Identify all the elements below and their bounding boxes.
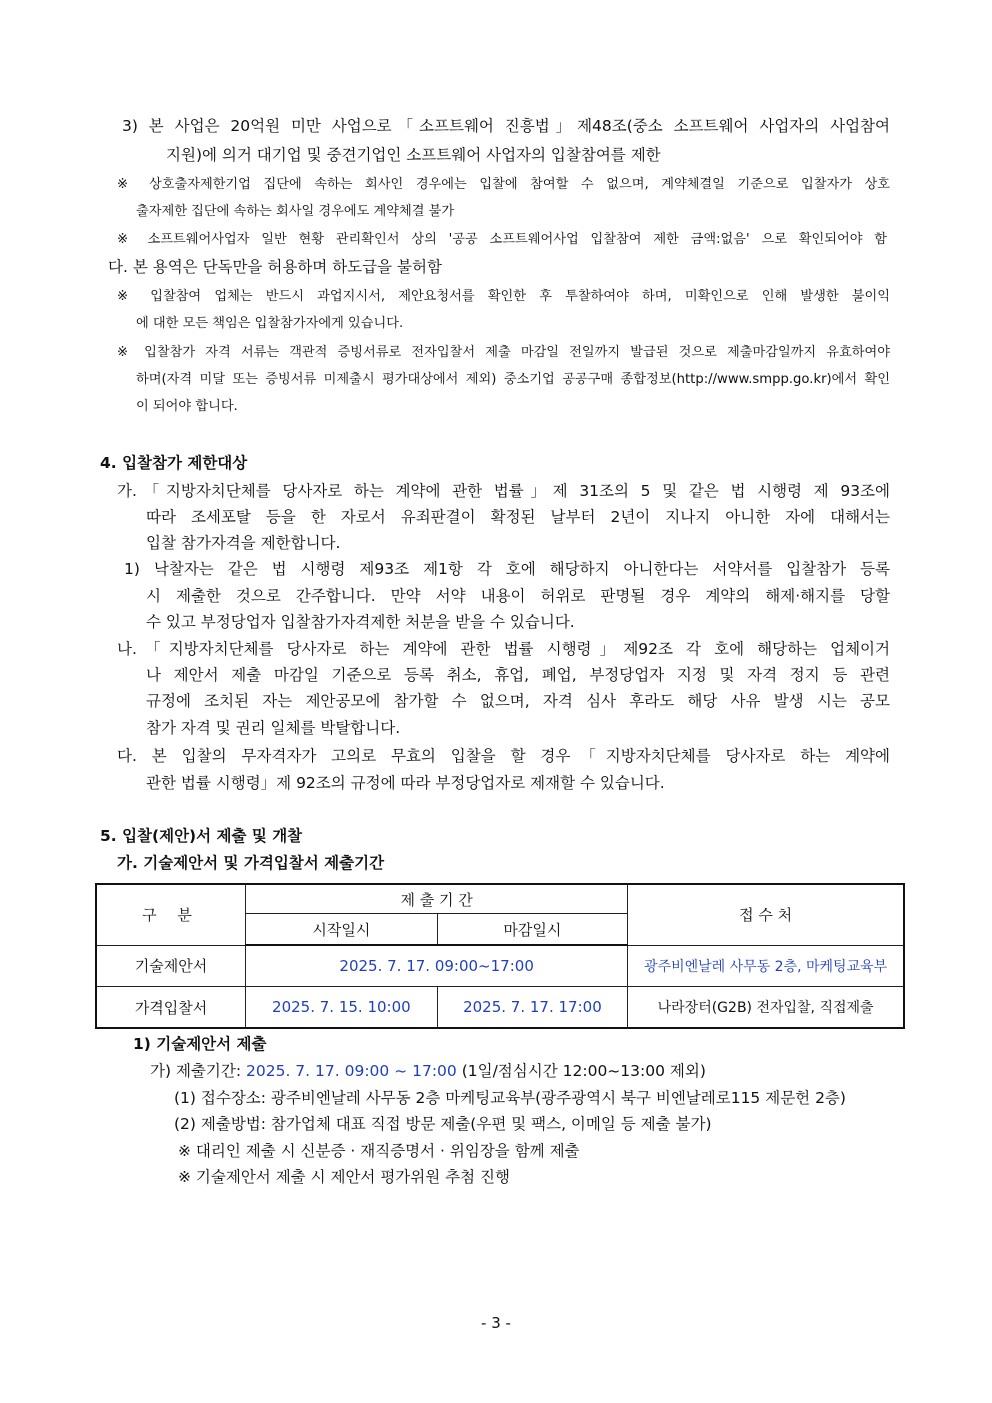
header-end: 마감일시 [437, 914, 628, 946]
row-place-price: 나라장터(G2B) 전자입찰, 직접제출 [628, 987, 904, 1029]
header-start: 시작일시 [246, 914, 438, 946]
row-start-price: 2025. 7. 15. 10:00 [246, 987, 438, 1029]
s4-da-line-2: 관한 법률 시행령」제 92조의 규정에 따라 부정당업자로 제재할 수 있습니다. [146, 774, 665, 792]
page-number: - 3 - [481, 1314, 511, 1332]
submission-period-prefix: 가) 제출기간: [150, 1062, 246, 1080]
row-end-price: 2025. 7. 17. 17:00 [437, 987, 628, 1029]
note-4-line-3: 이 되어야 합니다. [136, 399, 238, 414]
header-category: 구 분 [96, 884, 246, 945]
section-4-heading: 4. 입찰참가 제한대상 [100, 454, 248, 472]
s4-ga-line-2: 따라 조세포탈 등을 한 자로서 유죄판결이 확정된 날부터 2년이 지나지 아니한 자에 대해서는 [146, 508, 890, 526]
row-category-tech: 기술제안서 [96, 945, 246, 987]
section-5-heading: 5. 입찰(제안)서 제출 및 개찰 [100, 827, 303, 845]
note-evaluator-draw: ※ 기술제안서 제출 시 제안서 평가위원 추첨 진행 [178, 1168, 510, 1186]
note-3-line-2: 에 대한 모든 책임은 입찰참가자에게 있습니다. [136, 316, 404, 331]
item-1-heading: 1) 기술제안서 제출 [133, 1035, 267, 1053]
note-1-line-1: ※ 상호출자제한기업 집단에 속하는 회사인 경우에는 입찰에 참여할 수 없으며, 계약체결일 기준으로 입찰자가 상호 [117, 177, 890, 192]
note-1-line-2: 출자제한 집단에 속하는 회사일 경우에도 계약체결 불가 [136, 204, 455, 219]
submission-period-value: 2025. 7. 17. 09:00 ~ 17:00 [246, 1062, 457, 1080]
submission-schedule-table [95, 883, 905, 1029]
header-period: 제 출 기 간 [246, 884, 628, 914]
item-3-line-2: 지원)에 의거 대기업 및 중견기업인 소프트웨어 사업자의 입찰참여를 제한 [166, 146, 661, 164]
row-place-tech: 광주비엔날레 사무동 2층, 마케팅교육부 [628, 945, 904, 987]
note-4-line-1: ※ 입찰참가 자격 서류는 객관적 증빙서류로 전자입찰서 제출 마감일 전일까지 발급된 것으로 제출마감일까지 유효하여야 [117, 345, 890, 360]
note-proxy-submission: ※ 대리인 제출 시 신분증 · 재직증명서 · 위임장을 함께 제출 [178, 1142, 580, 1160]
s4-na-line-4: 참가 자격 및 권리 일체를 박탈합니다. [146, 719, 401, 737]
table-row [96, 987, 904, 1029]
note-2: ※ 소프트웨어사업자 일반 현황 관리확인서 상의 '공공 소프트웨어사업 입찰참여 제한 금액:없음' 으로 확인되어야 함 [117, 232, 887, 247]
submission-period-line [150, 1060, 706, 1082]
submission-place-line: (1) 접수장소: 광주비엔날레 사무동 2층 마케팅교육부(광주광역시 북구 비엔날레로115 제문헌 2층) [174, 1089, 846, 1107]
item-3-line-1: 3) 본 사업은 20억원 미만 사업으로「소프트웨어 진흥법」제48조(중소 소프트웨어 사업자의 사업참여 [122, 117, 890, 135]
s4-na-line-3: 규정에 조치된 자는 제안공모에 참가할 수 없으며, 자격 심사 후라도 해당 사유 발생 시는 공모 [146, 692, 890, 710]
table-header-row [96, 884, 904, 914]
table-row [96, 945, 904, 987]
item-da-single-contract: 다. 본 용역은 단독만을 허용하며 하도급을 불허함 [108, 258, 442, 276]
s4-na-line-2: 나 제안서 제출 마감일 기준으로 등록 취소, 휴업, 폐업, 부정당업자 지정 및 자격 정지 등 관련 [146, 666, 890, 684]
submission-period-suffix: (1일/점심시간 12:00~13:00 제외) [456, 1062, 706, 1080]
s4-ga1-line-1: 1) 낙찰자는 같은 법 시행령 제93조 제1항 각 호에 해당하지 아니한다는 서약서를 입찰참가 등록 [124, 560, 890, 578]
note-3-line-1: ※ 입찰참여 업체는 반드시 과업지시서, 제안요청서를 확인한 후 투찰하여야 하며, 미확인으로 인해 발생한 불이익 [117, 289, 890, 304]
s4-na-line-1: 나.「지방자치단체를 당사자로 하는 계약에 관한 법률 시행령」제92조 각 호에 해당하는 업체이거 [117, 640, 890, 658]
note-4-line-2: 하며(자격 미달 또는 증빙서류 미제출시 평가대상에서 제외) 중소기업 공공구매 종합정보(http://www.smpp.go.kr)에서 확인 [136, 372, 890, 387]
s4-ga-line-3: 입찰 참가자격을 제한합니다. [146, 534, 341, 552]
s4-ga-line-1: 가.「지방자치단체를 당사자로 하는 계약에 관한 법률」제 31조의 5 및 같은 법 시행령 제 93조에 [117, 482, 890, 500]
header-place: 접 수 처 [628, 884, 904, 945]
submission-method-line: (2) 제출방법: 참가업체 대표 직접 방문 제출(우편 및 팩스, 이메일 등 제출 불가) [174, 1115, 712, 1133]
s4-ga1-line-2: 시 제출한 것으로 간주합니다. 만약 서약 내용이 허위로 판명될 경우 계약의 해제·해지를 당할 [146, 587, 890, 605]
s4-ga1-line-3: 수 있고 부정당업자 입찰참가자격제한 처분을 받을 수 있습니다. [146, 613, 575, 631]
s4-da-line-1: 다. 본 입찰의 무자격자가 고의로 무효의 입찰을 할 경우「지방자치단체를 당사자로 하는 계약에 [117, 747, 890, 765]
section-5-subheading: 가. 기술제안서 및 가격입찰서 제출기간 [117, 854, 385, 872]
row-period-tech: 2025. 7. 17. 09:00~17:00 [246, 945, 628, 987]
row-category-price: 가격입찰서 [96, 987, 246, 1029]
